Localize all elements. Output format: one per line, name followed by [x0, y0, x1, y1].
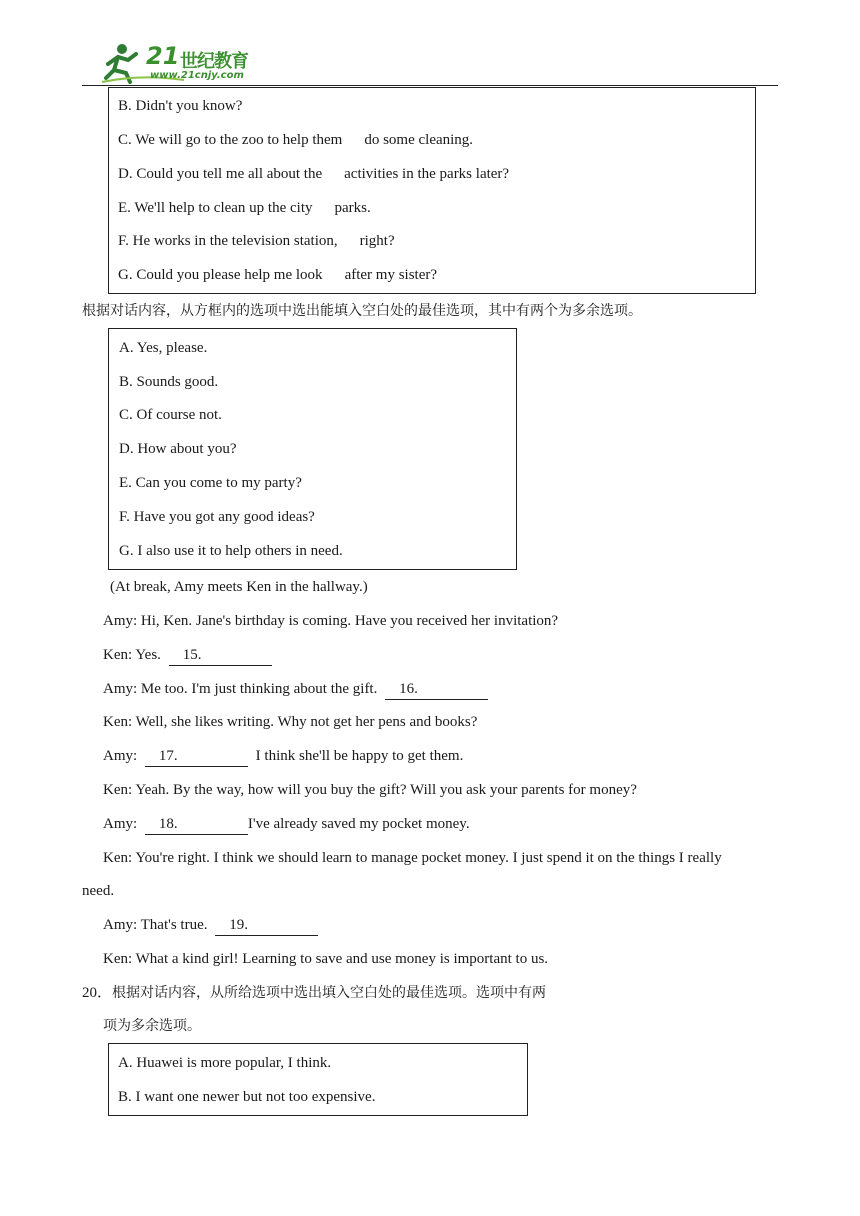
dialogue-scene: (At break, Amy meets Ken in the hallway.) — [110, 579, 368, 595]
blank-19[interactable]: 19. — [215, 915, 318, 936]
logo-brand-number: 21 — [146, 42, 180, 70]
dialogue-line-1: Amy: Hi, Ken. Jane's birthday is coming. Have you received her invitation? — [103, 613, 559, 629]
header-rule — [82, 85, 778, 86]
question-number: 20． — [82, 985, 113, 1001]
box2-option-d: D. How about you? — [119, 441, 237, 457]
blank-15[interactable]: 15. — [169, 645, 272, 666]
box1-option-f: F. He works in the television station, right? — [118, 233, 395, 249]
box1-option-b: B. Didn't you know? — [118, 98, 243, 114]
box2-option-e: E. Can you come to my party? — [119, 475, 302, 491]
blank-17[interactable]: 17. — [145, 746, 248, 767]
dialogue-line-9: Amy: That's true. 19. — [103, 915, 318, 936]
dialogue-line-8a: Ken: You're right. I think we should learn to manage pocket money. I just spend it on the things I really — [103, 850, 722, 866]
box1-option-d: D. Could you tell me all about the activities in the parks later? — [118, 166, 510, 182]
dialogue-line-7: Amy: 18. I've already saved my pocket money. — [103, 814, 470, 835]
dialogue-line-6: Ken: Yeah. By the way, how will you buy the gift? Will you ask your parents for money? — [103, 782, 637, 798]
dialogue-line-10: Ken: What a kind girl! Learning to save and use money is important to us. — [103, 951, 549, 967]
blank-16[interactable]: 16. — [385, 679, 488, 700]
site-logo — [100, 40, 270, 86]
box2-option-f: F. Have you got any good ideas? — [119, 509, 315, 525]
box2-option-c: C. Of course not. — [119, 407, 222, 423]
instruction-1: 根据对话内容，从方框内的选项中选出能填入空白处的最佳选项，其中有两个为多余选项。 — [82, 303, 642, 319]
dialogue-line-8b: need. — [82, 883, 115, 899]
options-box-1 — [108, 87, 756, 294]
question-20-line-1: 20．根据对话内容，从所给选项中选出填入空白处的最佳选项。选项中有两 — [82, 985, 547, 1001]
blank-18[interactable]: 18. — [145, 814, 248, 835]
box3-option-b: B. I want one newer but not too expensive. — [118, 1089, 376, 1105]
box2-option-b: B. Sounds good. — [119, 374, 219, 390]
box1-option-c: C. We will go to the zoo to help them do some cleaning. — [118, 132, 474, 148]
dialogue-line-4: Ken: Well, she likes writing. Why not get her pens and books? — [103, 714, 478, 730]
dialogue-line-3: Amy: Me too. I'm just thinking about the gift. 16. — [103, 679, 488, 700]
box2-option-a: A. Yes, please. — [119, 340, 208, 356]
question-20-line-2: 项为多余选项。 — [103, 1018, 201, 1034]
box3-option-a: A. Huawei is more popular, I think. — [118, 1055, 332, 1071]
dialogue-line-2: Ken: Yes. 15. — [103, 645, 272, 666]
logo-website: www.21cnjy.com — [150, 70, 244, 81]
box1-option-e: E. We'll help to clean up the city parks. — [118, 200, 371, 216]
box1-option-g: G. Could you please help me look after my sister? — [118, 267, 438, 283]
box2-option-g: G. I also use it to help others in need. — [119, 543, 343, 559]
logo-brand-chinese: 世纪教育 — [180, 51, 248, 72]
dialogue-line-5: Amy: 17. I think she'll be happy to get them. — [103, 746, 463, 767]
